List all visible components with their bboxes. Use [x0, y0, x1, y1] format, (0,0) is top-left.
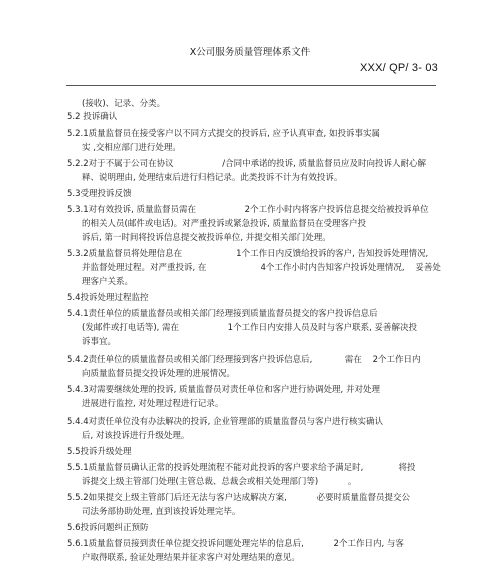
text-line-l21: 进展进行监控, 对处理过程进行记录。	[82, 399, 224, 409]
text-line-l06: 释、说明理由, 处理结束后进行归档记录。此类投诉不计为有效投诉。	[82, 173, 343, 183]
text-line-l09: 的相关人员(邮件或电话)。对严重投诉或紧急投诉, 质量监督员在受理客户投	[82, 219, 367, 229]
text-line-l18: 5.4.2责任单位的质量监督员或相关部门经理接到客户投诉信息后, 需在 2个工作日内	[67, 355, 421, 365]
text-line-l10: 诉后, 第一时间将投诉信息提交被投诉单位, 并提交相关部门处理。	[82, 233, 331, 243]
text-line-l15: 5.4.1责任单位的质量监督员或相关部门经理接到质量监督员提交的客户投诉信息后	[67, 309, 378, 319]
text-line-l12: 并监督处理过程。对严重投诉, 在 4个工作小时内告知客户投诉处理情况, 妥善处	[82, 263, 441, 273]
text-line-l17: 诉事宜。	[82, 337, 117, 347]
text-line-l13: 理客户关系。	[82, 277, 134, 287]
text-line-l04: 实 ,交相应部门进行处理。	[82, 143, 181, 153]
text-line-l02: 5.2 投诉确认	[67, 112, 118, 122]
text-line-l24: 5.5投诉升级处理	[67, 447, 132, 457]
text-line-l27: 5.5.2如果提交上级主管部门后还无法与客户达成解决方案, 必要时质量监督员提交公	[67, 493, 411, 503]
text-line-l01: (接收)、记录、分类。	[82, 99, 166, 109]
document-code: XXX/ QP/ 3- 03	[360, 62, 439, 74]
text-line-l14: 5.4投诉处理过程监控	[67, 293, 149, 303]
text-line-l05: 5.2.2对于不属于公司在协议 /合同中承诺的投诉, 质量监督员应及时向投诉人耐心解	[67, 159, 427, 169]
text-line-l29: 5.6投诉问题纠正预防	[67, 523, 149, 533]
text-line-l20: 5.4.3对需要继续处理的投诉, 质量监督员对责任单位和客户进行协调处理, 并对处理	[67, 385, 380, 395]
text-line-l30: 5.6.1质量监督员接到责任单位提交投诉问题处理完毕的信息后, 2个工作日内, 与客	[67, 539, 404, 549]
text-line-l03: 5.2.1质量监督员在接受客户以不同方式提交的投诉后, 应予认真审查, 如投诉事实属	[67, 129, 380, 139]
text-line-l16: (发邮件或打电话等), 需在 1个工作日内安排人员及时与客户联系, 妥善解决投	[82, 323, 417, 333]
text-line-l08: 5.3.1对有效投诉, 质量监督员需在 2个工作小时内将客户投诉信息提交给被投诉单位	[67, 205, 429, 215]
text-line-l25: 5.5.1质量监督员确认正常的投诉处理流程不能对此投诉的客户要求给予满足时, 将投	[67, 463, 416, 473]
text-line-l22: 5.4.4对责任单位没有办法解决的投诉, 企业管理部的质量监督员与客户进行核实确认	[67, 417, 384, 427]
header-title: X公司服务质量管理体系文件	[189, 47, 311, 58]
text-line-l28: 司法务部协助处理, 直到该投诉处理完毕。	[82, 507, 241, 517]
text-line-l11: 5.3.2质量监督员将处理信息在 1个工作日内反馈给投诉的客户, 告知投诉处理情况,	[67, 249, 429, 259]
text-line-l07: 5.3受理投诉反馈	[67, 189, 132, 199]
text-line-l31: 户取得联系, 验证处理结果并征求客户对处理结果的意见。	[82, 553, 300, 563]
text-line-l19: 向质量监督员提交投诉处理的进展情况。	[82, 369, 236, 379]
text-line-l23: 后, 对该投诉进行升级处理。	[82, 431, 190, 441]
text-line-l26: 诉提交上级主管部门处理(主管总裁、总裁会或相关处理部门等) 。	[82, 477, 357, 487]
